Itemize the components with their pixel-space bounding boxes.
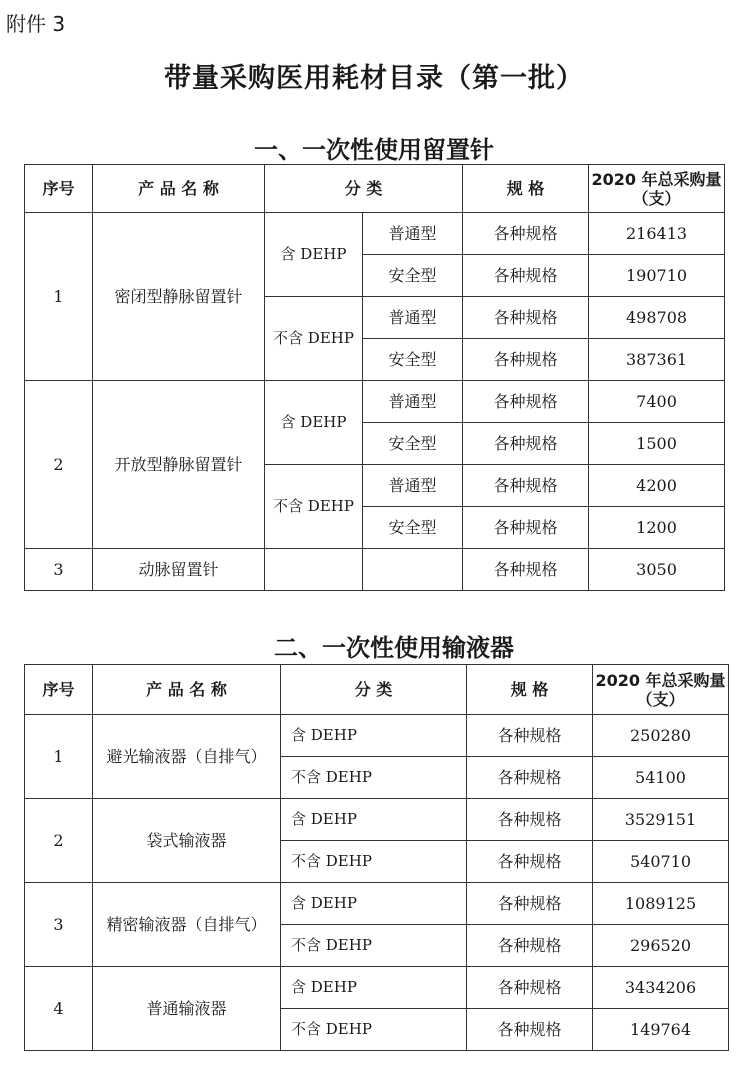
header-category: 分 类 [281, 665, 467, 715]
qty-cell: 190710 [589, 255, 725, 297]
table-row [25, 967, 729, 1009]
type-cell: 安全型 [363, 339, 463, 381]
header-seq: 序号 [25, 165, 93, 213]
qty-cell: 3050 [589, 549, 725, 591]
qty-cell: 296520 [593, 925, 729, 967]
spec-cell: 各种规格 [463, 423, 589, 465]
seq-cell: 2 [25, 381, 93, 549]
spec-cell: 各种规格 [463, 507, 589, 549]
product-name-cell: 袋式输液器 [93, 799, 281, 883]
qty-cell: 3434206 [593, 967, 729, 1009]
qty-cell: 540710 [593, 841, 729, 883]
table-row [25, 799, 729, 841]
category-cell: 含 DEHP [281, 967, 467, 1009]
header-name: 产 品 名 称 [93, 165, 265, 213]
seq-cell: 3 [25, 549, 93, 591]
product-name-cell: 动脉留置针 [93, 549, 265, 591]
attachment-label: 附件 3 [6, 12, 66, 36]
category-cell: 含 DEHP [281, 799, 467, 841]
header-spec: 规 格 [467, 665, 593, 715]
header-seq: 序号 [25, 665, 93, 715]
qty-cell: 1500 [589, 423, 725, 465]
header-spec: 规 格 [463, 165, 589, 213]
spec-cell: 各种规格 [467, 715, 593, 757]
category-cell: 含 DEHP [281, 715, 467, 757]
qty-cell: 216413 [589, 213, 725, 255]
product-name-cell: 普通输液器 [93, 967, 281, 1051]
dehp-cell: 含 DEHP [265, 381, 363, 465]
spec-cell: 各种规格 [467, 1009, 593, 1051]
qty-cell: 54100 [593, 757, 729, 799]
type-cell-empty [363, 549, 463, 591]
spec-cell: 各种规格 [467, 841, 593, 883]
type-cell: 普通型 [363, 297, 463, 339]
table-row [25, 883, 729, 925]
category-cell: 不含 DEHP [281, 841, 467, 883]
product-name-cell: 精密输液器（自排气） [93, 883, 281, 967]
qty-cell: 3529151 [593, 799, 729, 841]
section1-title: 一、一次性使用留置针 [254, 136, 494, 164]
spec-cell: 各种规格 [463, 381, 589, 423]
seq-cell: 2 [25, 799, 93, 883]
table-row [25, 381, 725, 423]
table-header-row [25, 665, 729, 715]
seq-cell: 3 [25, 883, 93, 967]
qty-cell: 4200 [589, 465, 725, 507]
spec-cell: 各种规格 [463, 465, 589, 507]
product-name-cell: 开放型静脉留置针 [93, 381, 265, 549]
spec-cell: 各种规格 [463, 549, 589, 591]
category-cell: 不含 DEHP [281, 925, 467, 967]
catalog-table-infusion-set [24, 664, 729, 1051]
seq-cell: 1 [25, 715, 93, 799]
type-cell: 普通型 [363, 213, 463, 255]
category-cell: 不含 DEHP [281, 757, 467, 799]
type-cell: 普通型 [363, 465, 463, 507]
spec-cell: 各种规格 [467, 799, 593, 841]
dehp-cell: 不含 DEHP [265, 465, 363, 549]
catalog-table-iv-cannula [24, 164, 725, 591]
spec-cell: 各种规格 [463, 255, 589, 297]
table-header-row [25, 165, 725, 213]
spec-cell: 各种规格 [467, 967, 593, 1009]
product-name-cell: 密闭型静脉留置针 [93, 213, 265, 381]
table-row [25, 715, 729, 757]
spec-cell: 各种规格 [463, 297, 589, 339]
spec-cell: 各种规格 [467, 757, 593, 799]
seq-cell: 1 [25, 213, 93, 381]
product-name-cell: 避光输液器（自排气） [93, 715, 281, 799]
spec-cell: 各种规格 [467, 925, 593, 967]
type-cell: 普通型 [363, 381, 463, 423]
type-cell: 安全型 [363, 255, 463, 297]
header-qty: 2020 年总采购量（支） [589, 165, 725, 213]
category-cell: 不含 DEHP [281, 1009, 467, 1051]
document-title: 带量采购医用耗材目录（第一批） [164, 63, 584, 94]
category-cell: 含 DEHP [281, 883, 467, 925]
spec-cell: 各种规格 [463, 339, 589, 381]
qty-cell: 149764 [593, 1009, 729, 1051]
spec-cell: 各种规格 [463, 213, 589, 255]
type-cell: 安全型 [363, 423, 463, 465]
type-cell: 安全型 [363, 507, 463, 549]
header-category: 分 类 [265, 165, 463, 213]
section2-title: 二、一次性使用输液器 [274, 634, 514, 662]
table-row [25, 549, 725, 591]
header-qty: 2020 年总采购量（支） [593, 665, 729, 715]
qty-cell: 7400 [589, 381, 725, 423]
qty-cell: 250280 [593, 715, 729, 757]
seq-cell: 4 [25, 967, 93, 1051]
header-name: 产 品 名 称 [93, 665, 281, 715]
qty-cell: 498708 [589, 297, 725, 339]
qty-cell: 387361 [589, 339, 725, 381]
spec-cell: 各种规格 [467, 883, 593, 925]
dehp-cell: 含 DEHP [265, 213, 363, 297]
qty-cell: 1089125 [593, 883, 729, 925]
qty-cell: 1200 [589, 507, 725, 549]
dehp-cell-empty [265, 549, 363, 591]
dehp-cell: 不含 DEHP [265, 297, 363, 381]
table-row [25, 213, 725, 255]
